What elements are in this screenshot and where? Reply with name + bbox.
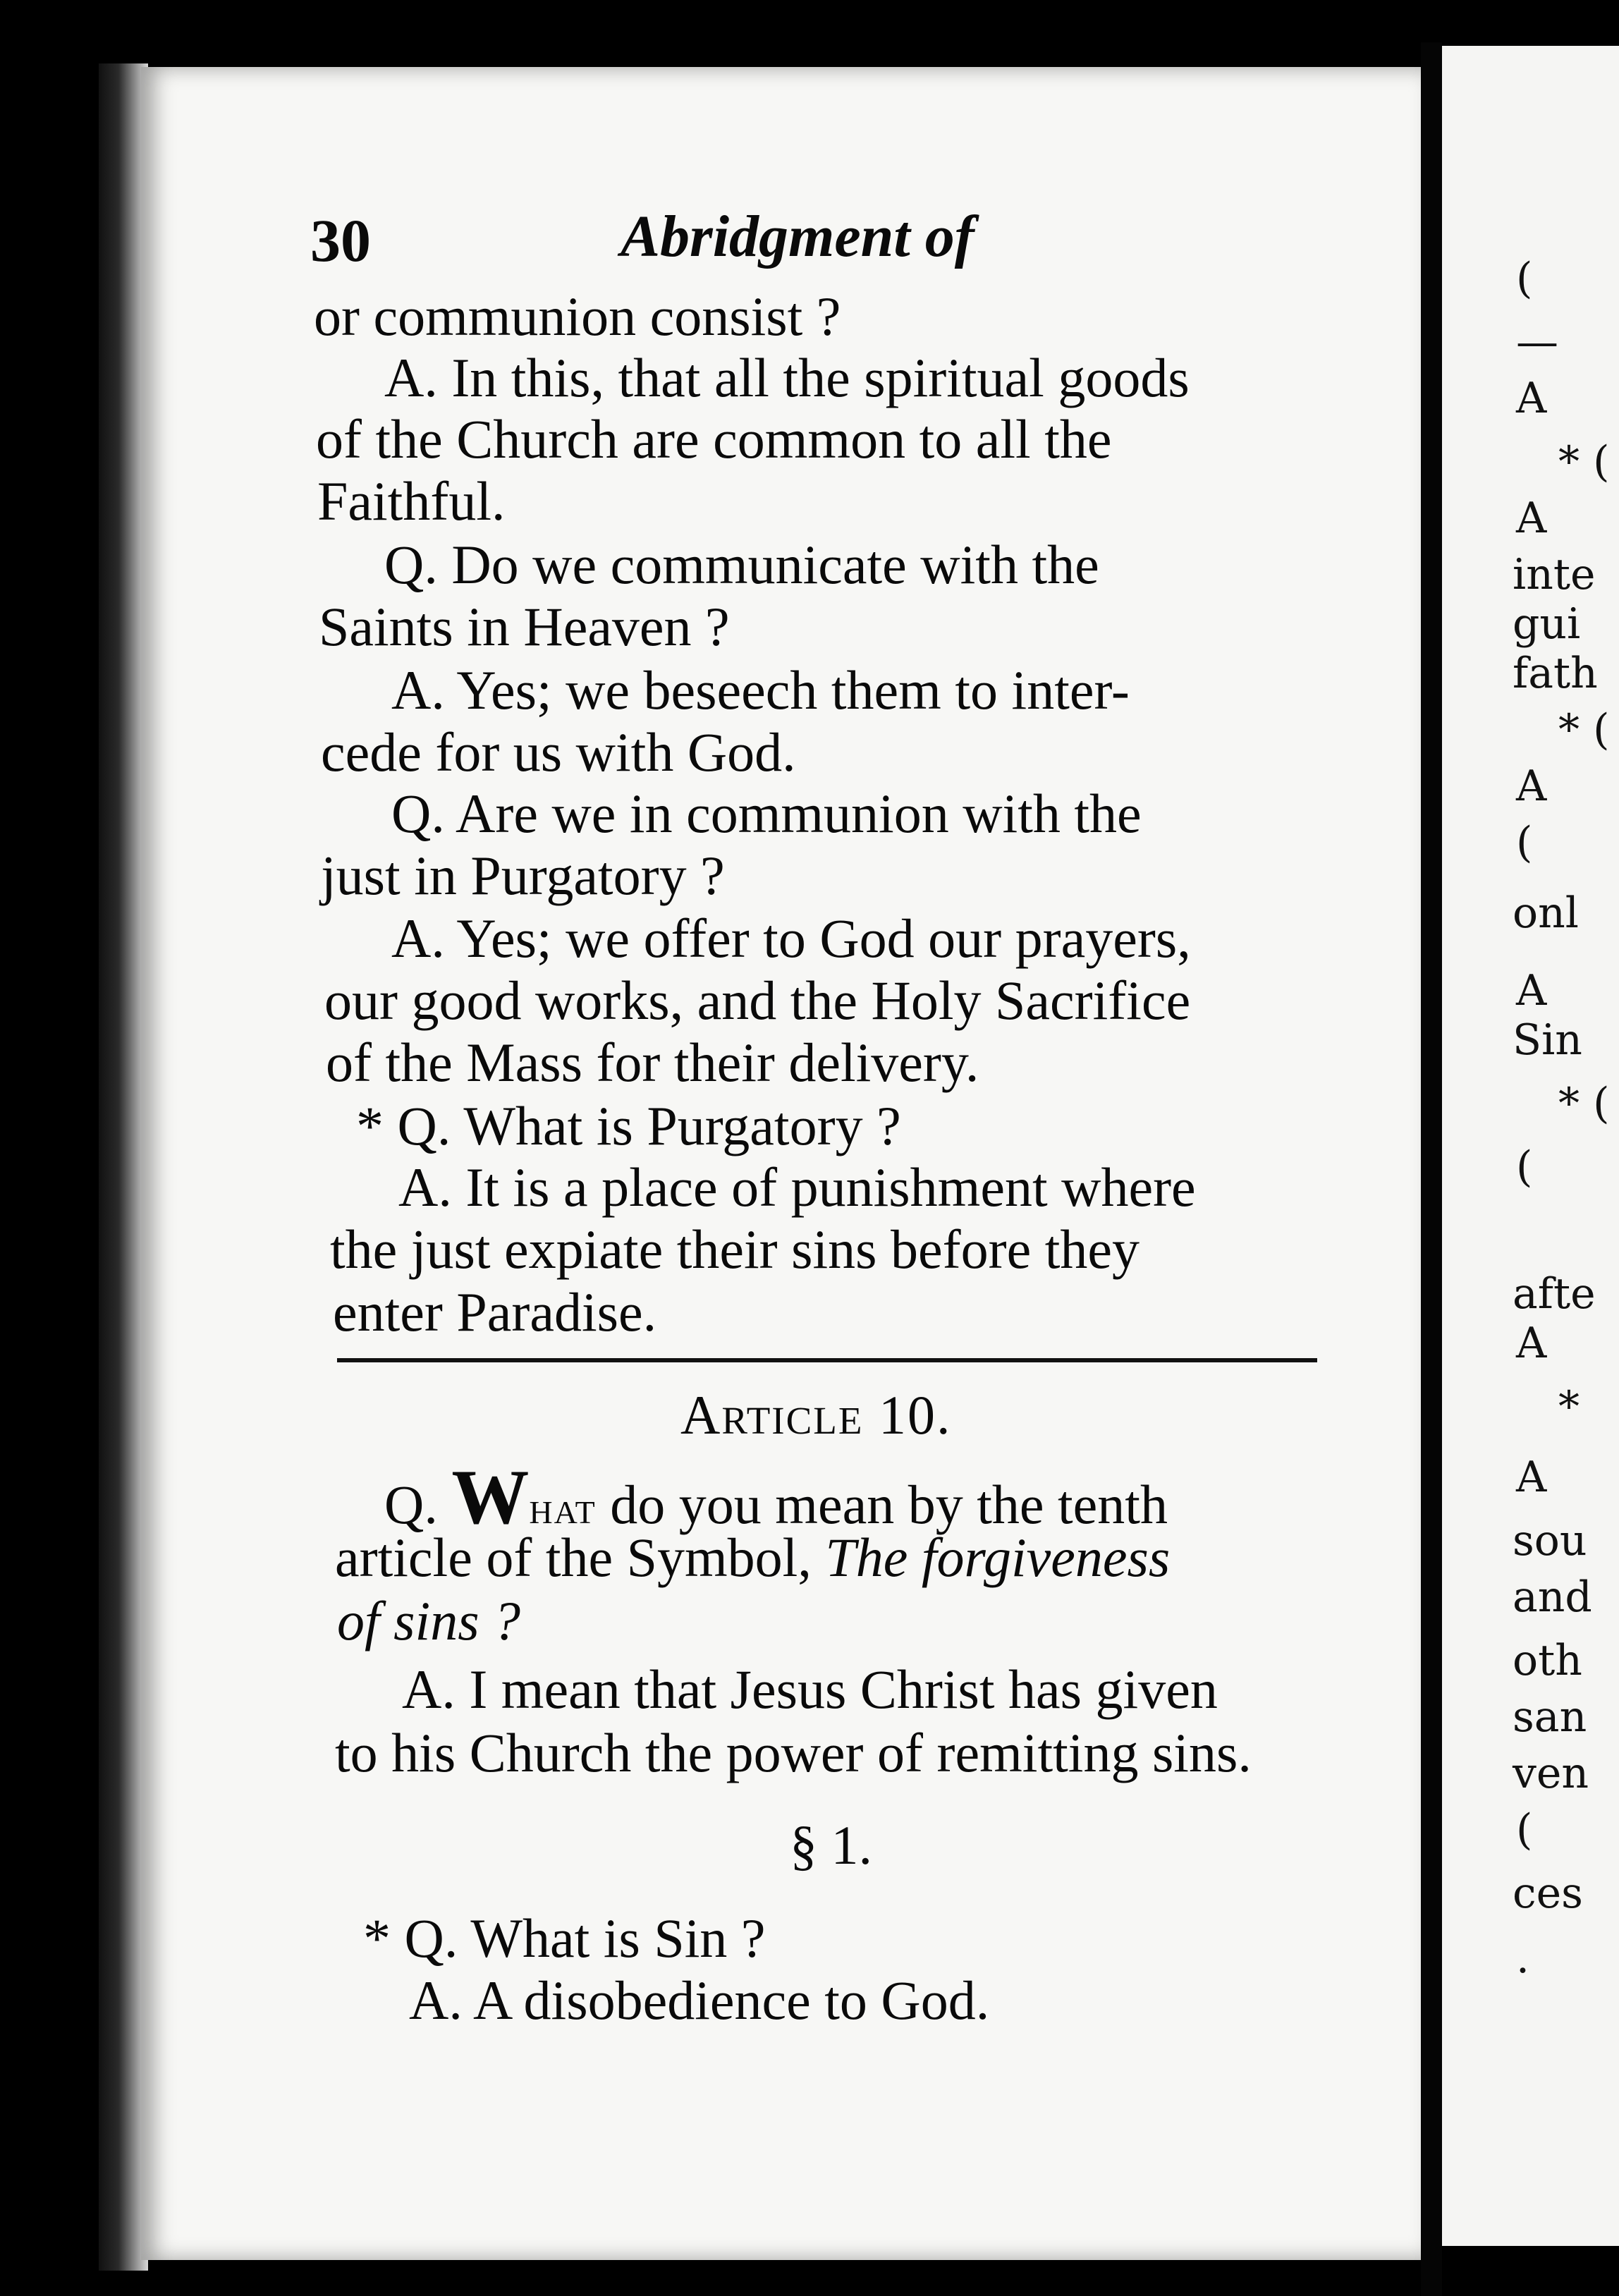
facing-page-fragment: afte	[1513, 1269, 1596, 1319]
body-line-13: of the Mass for their delivery.	[326, 1032, 979, 1093]
body-line-2: A. In this, that all the spiritual goods	[384, 347, 1190, 408]
article-answer-line-2: to his Church the power of remitting sins.	[335, 1722, 1252, 1783]
facing-page-fragment: (	[1516, 818, 1533, 867]
facing-page-fragment: (	[1516, 254, 1533, 303]
facing-page-fragment: san	[1513, 1692, 1587, 1742]
body-line-5: Q. Do we communicate with the	[384, 534, 1099, 595]
facing-page-fragment: inte	[1513, 550, 1596, 599]
body-line-16: the just expiate their sins before they	[330, 1219, 1140, 1280]
facing-page-fragment: A	[1516, 374, 1547, 423]
horizontal-rule	[337, 1358, 1317, 1362]
running-title: Abridgment of	[621, 204, 975, 269]
article-question-line-2	[335, 1527, 1171, 1588]
article-answer-line-1: A. I mean that Jesus Christ has given	[402, 1659, 1218, 1720]
facing-page-fragment: onl	[1513, 889, 1579, 938]
facing-page-fragment: ·	[1516, 1946, 1530, 1996]
facing-page-fragment: A	[1516, 762, 1547, 811]
body-line-1: or communion consist ?	[314, 286, 841, 347]
body-line-9: Q. Are we in communion with the	[391, 783, 1142, 844]
body-line-11: A. Yes; we offer to God our prayers,	[391, 908, 1191, 969]
facing-page-fragment: —	[1516, 317, 1558, 367]
question-line-3-italic: of sins ?	[337, 1590, 521, 1651]
facing-page-fragment: *	[1558, 1382, 1580, 1431]
article-question-line-3	[337, 1590, 521, 1651]
facing-page-fragment: * (	[1558, 705, 1610, 755]
facing-page-fragment: (	[1516, 1142, 1533, 1192]
facing-page-fragment: A	[1516, 1453, 1547, 1502]
facing-page-fragment: A	[1516, 494, 1547, 543]
section-answer: A. A disobedience to God.	[409, 1970, 990, 2031]
facing-page-fragment: ces	[1513, 1869, 1583, 1918]
facing-page-fragment: * (	[1558, 1079, 1610, 1128]
facing-page-fragment: A	[1516, 1319, 1547, 1368]
article-question-line-1	[384, 1454, 1168, 1540]
question-prefix: Q.	[384, 1474, 438, 1535]
body-line-3: of the Church are common to all the	[316, 408, 1112, 470]
body-line-17: enter Paradise.	[333, 1281, 657, 1343]
drop-cap: W	[451, 1454, 530, 1540]
facing-page-fragment: oth	[1513, 1636, 1582, 1685]
facing-page-fragment: Sin	[1513, 1015, 1582, 1065]
facing-page-fragment: A	[1516, 966, 1547, 1015]
facing-page-edge	[1442, 46, 1619, 2246]
facing-page-fragment: ven	[1513, 1749, 1589, 1798]
facing-page-fragment: * (	[1558, 437, 1610, 487]
question-smallcaps: hat	[529, 1482, 597, 1534]
body-line-10: just in Purgatory ?	[321, 845, 725, 906]
body-line-12: our good works, and the Holy Sacrifice	[324, 970, 1191, 1031]
body-line-15: A. It is a place of punishment where	[398, 1156, 1196, 1218]
question-rest: do you mean by the tenth	[596, 1474, 1168, 1535]
page-gutter	[1421, 42, 1442, 2296]
page-number: 30	[310, 207, 371, 274]
body-line-8: cede for us with God.	[321, 721, 796, 783]
facing-page-fragment: (	[1516, 1805, 1533, 1855]
question-line-2-plain: article of the Symbol,	[335, 1527, 826, 1588]
article-heading: Article 10.	[680, 1384, 952, 1446]
question-line-2-italic: The forgiveness	[825, 1527, 1171, 1588]
facing-page-fragment: fath	[1513, 649, 1598, 698]
body-line-14: * Q. What is Purgatory ?	[356, 1095, 901, 1156]
facing-page-fragment: sou	[1513, 1516, 1587, 1565]
body-line-4: Faithful.	[317, 470, 506, 532]
section-mark: § 1.	[790, 1814, 872, 1876]
section-question: * Q. What is Sin ?	[363, 1907, 766, 1969]
body-line-6: Saints in Heaven ?	[319, 596, 730, 657]
body-line-7: A. Yes; we beseech them to inter-	[391, 659, 1130, 721]
facing-page-fragment: gui	[1513, 599, 1581, 649]
facing-page-fragment: and	[1513, 1573, 1592, 1622]
